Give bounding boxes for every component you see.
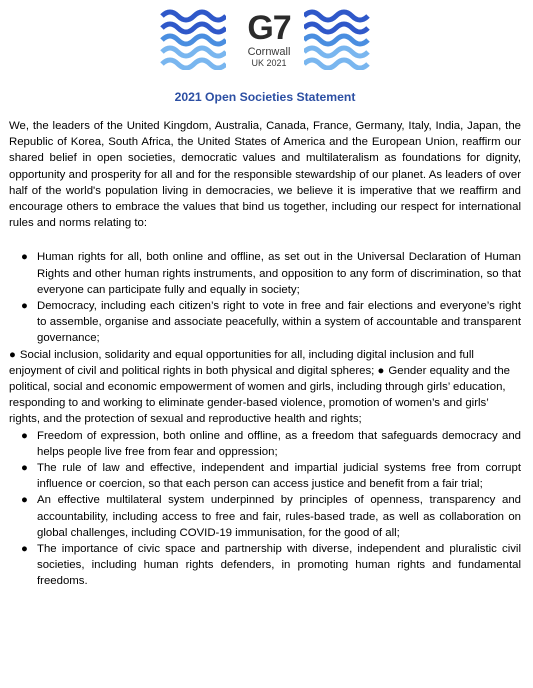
list-item bbox=[9, 347, 521, 428]
list-item bbox=[21, 298, 521, 347]
list-item-text: Gender equality and the political, social and economic empowerment of women and girls, including through girls’ education, responding to and working to eliminate gender-based violence, promotion of women’s and girls’ rights, and the protection of sexual and reproductive health and rights; bbox=[9, 364, 510, 426]
list-item-text: Social inclusion, solidarity and equal opportunities for all, including digital inclusion and full enjoyment of civil and political rights in both physical and digital spheres; bbox=[9, 348, 474, 377]
waves-left-icon bbox=[160, 6, 226, 70]
logo-city-text: Cornwall bbox=[247, 46, 291, 58]
principles-list bbox=[9, 249, 521, 589]
list-item-text: Freedom of expression, both online and offline, as a freedom that safeguards democracy and helps people live free from fear and oppression; bbox=[37, 429, 521, 458]
list-item bbox=[21, 492, 521, 541]
intro-paragraph: We, the leaders of the United Kingdom, Australia, Canada, France, Germany, Italy, India, Japan, the Republic of Korea, South Africa, the United States of America and the European Union, reaffirm our shared belief in open societies, democratic values and multilateralism as foundations for dignity, opportunity and prosperity for all and for the responsible stewardship of our planet. As leaders of over half of the world's population living in democracies, we believe it is imperative that we reaffirm and encourage others to embrace the values that bind us together, including our respect for international rules and norms relating to: bbox=[9, 120, 521, 230]
bullet-icon: ● bbox=[377, 364, 385, 377]
g7-cornwall-logo bbox=[160, 6, 370, 86]
logo-year-text: UK 2021 bbox=[251, 58, 287, 68]
document-page bbox=[0, 6, 533, 688]
logo-g7-text: G7 bbox=[247, 9, 291, 47]
list-item-text: The importance of civic space and partnership with diverse, independent and pluralistic civil societies, including human rights defenders, in promoting human rights and fundamental freedoms. bbox=[37, 543, 521, 588]
waves-right-icon bbox=[304, 6, 370, 70]
list-item-text: Human rights for all, both online and offline, as set out in the Universal Declaration of Human Rights and other human rights instruments, and opposition to any form of discrimination, so that everyone can participate fully and equally in society; bbox=[37, 251, 521, 296]
list-item bbox=[21, 249, 521, 298]
list-item-text: An effective multilateral system underpinned by principles of openness, transparency and accountability, including access to free and fair, rules-based trade, as well as collaboration on global challenges, including COVID-19 immunisation, for the good of all; bbox=[37, 494, 521, 539]
list-item-text: The rule of law and effective, independent and impartial judicial systems free from corrupt influence or coercion, so that each person can access justice and benefit from a fair trial; bbox=[37, 462, 521, 491]
bullet-icon: ● bbox=[21, 462, 28, 475]
list-item bbox=[21, 541, 521, 590]
logo-wordmark bbox=[234, 10, 304, 69]
bullet-icon: ● bbox=[21, 494, 28, 507]
document-title: 2021 Open Societies Statement bbox=[174, 90, 356, 104]
bullet-icon: ● bbox=[21, 251, 28, 264]
bullet-icon: ● bbox=[21, 429, 28, 442]
bullet-icon: ● bbox=[9, 348, 16, 361]
list-item bbox=[21, 428, 521, 460]
list-item bbox=[21, 460, 521, 492]
bullet-icon: ● bbox=[21, 300, 28, 313]
bullet-icon: ● bbox=[21, 543, 28, 556]
list-item-text: Democracy, including each citizen’s right to vote in free and fair elections and everyone’s right to assemble, organise and associate peacefully, within a system of accountable and transparent governance; bbox=[37, 300, 521, 345]
